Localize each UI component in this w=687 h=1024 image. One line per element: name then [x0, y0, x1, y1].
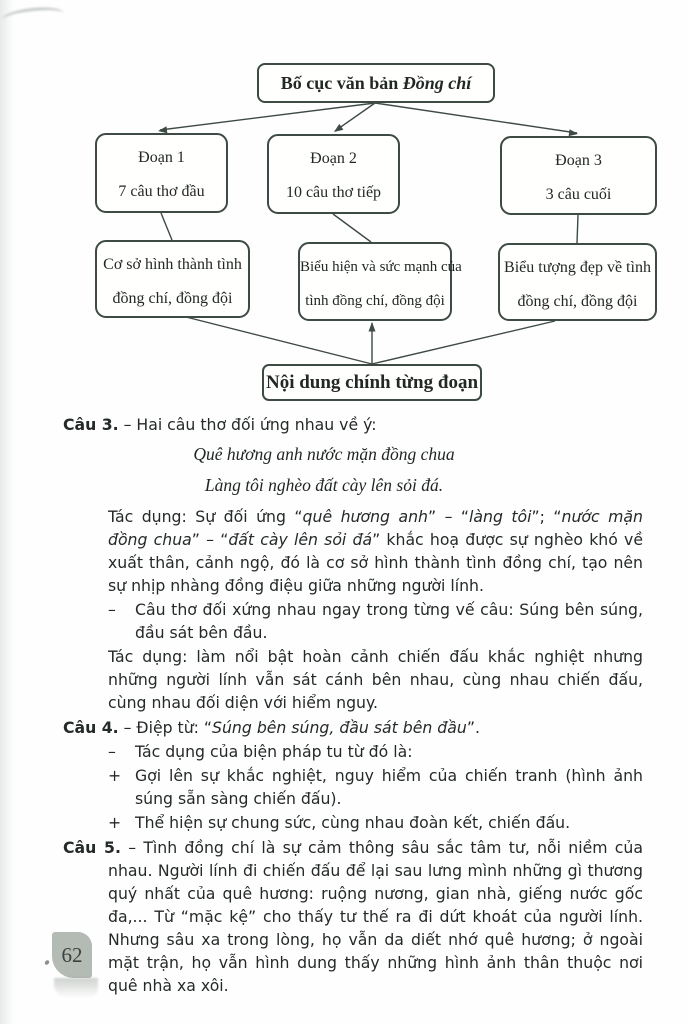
text-segment: làng tôi — [469, 507, 532, 526]
diagram-footer-text: Nội dung chính từng đoạn — [265, 372, 479, 393]
arrowhead-down-mid — [334, 124, 343, 132]
list-item-dash — [63, 740, 643, 763]
box-line: Đoạn 3 — [555, 152, 602, 169]
list-marker: + — [108, 813, 122, 832]
box-line: Biểu hiện và sức mạnh của — [300, 259, 462, 275]
diagram-box-co-so — [95, 240, 250, 318]
paragraph — [63, 505, 643, 597]
box-line: đồng chí, đồng đội — [517, 293, 638, 310]
list-marker: – — [108, 742, 116, 761]
question-paragraph — [63, 413, 643, 436]
text-segment: Thể hiện sự chung sức, cùng nhau đoàn kết, chiến đấu. — [135, 813, 571, 832]
box-line: Đoạn 1 — [138, 149, 185, 166]
box-line: Đoạn 2 — [310, 150, 357, 167]
box-line: đồng chí, đồng đội — [112, 290, 233, 307]
question-paragraph — [63, 716, 643, 739]
text-segment: ”. — [466, 718, 480, 737]
content-blocks — [63, 411, 643, 997]
list-item-dash — [63, 598, 643, 644]
box-line: 7 câu thơ đầu — [118, 183, 205, 200]
diagram-box-bieu-hien — [298, 242, 462, 321]
box-line: Cơ sở hình thành tình — [103, 256, 242, 273]
text-segment: Tác dụng: làm nổi bật hoàn cảnh chiến đấu khắc nghiệt nhưng những người lính vẫn sát cánh bên nhau, cùng nhau chiến đấu, cùng nhau đối diện với hiểm nguy. — [108, 647, 643, 712]
text-segment: Câu 4. — [63, 718, 119, 737]
text-segment: ” khắc hoạ được sự nghèo khó về xuất thân, cảnh ngộ, đó là cơ sở hình thành tình đồng chí, tạo nên sự nhịp nhàng đồng điệu giữa những người lính. — [108, 530, 643, 595]
diagram-title-text: Bố cục văn bản — [280, 73, 403, 93]
text-segment: – Điệp từ: “ — [118, 718, 213, 737]
diagram-footer-box — [262, 364, 482, 401]
list-marker: + — [108, 766, 122, 785]
text-segment: ” – “ — [191, 530, 229, 549]
structure-diagram — [0, 0, 687, 412]
text-segment: Súng bên súng, đầu sát bên đầu — [212, 718, 467, 737]
text-segment: Câu 3. — [63, 415, 119, 434]
diagram-title-work-name: Đồng chí — [402, 73, 472, 93]
list-item-plus — [63, 764, 643, 810]
text-segment: đất cày lên sỏi đá — [228, 530, 373, 549]
box-line: tình đồng chí, đồng đội — [305, 293, 445, 309]
poem-quote — [63, 439, 643, 501]
diagram-box-doan-2 — [267, 134, 400, 214]
poem-line: Làng tôi nghèo đất cày lên sỏi đá. — [204, 475, 444, 495]
diagram-box-doan-3 — [500, 136, 657, 215]
diagram-title-box — [257, 63, 495, 103]
paragraph — [63, 645, 643, 714]
list-marker: – — [108, 600, 116, 619]
text-segment: quê hương anh — [302, 507, 428, 526]
text-segment: – Tình đồng chí là sự cảm thông sâu sắc tâm tư, nỗi niềm của nhau. Người lính đi chiến đấu để lại sau lưng mình những gì thương quý nhất của quê hương: ruộng nương, gian nhà, giếng nước gốc đa,... Từ “mặc kệ” cho thấy tư thế ra đi dứt khoát của người lính. Nhưng sâu xa trong lòng, họ vẫn da diết nhớ quê hương; ở ngoài mặt trận, họ vẫn hình dung thấy những hình ảnh thân thuộc nơi quê nhà xa xôi. — [108, 838, 643, 995]
page-number-tab — [52, 932, 92, 978]
text-segment: nước mặn đồng chua — [108, 507, 643, 549]
text-segment: Câu 5. — [63, 838, 121, 857]
box-line: 10 câu thơ tiếp — [285, 184, 382, 201]
box-line: Biểu tượng đẹp về tình — [504, 259, 651, 276]
page-curl-shadow — [54, 978, 98, 998]
text-segment: ”; “ — [531, 507, 562, 526]
scan-speck — [44, 959, 50, 965]
poem-line: Quê hương anh nước mặn đồng chua — [193, 444, 455, 464]
diagram-box-doan-1 — [95, 133, 228, 213]
page-number: 62 — [61, 942, 83, 967]
text-segment: Gợi lên sự khắc nghiệt, nguy hiểm của chiến tranh (hình ảnh súng sẵn sàng chiến đấu). — [135, 766, 643, 808]
box-line: 3 câu cuối — [545, 186, 612, 203]
diagram-box-bieu-tuong — [498, 243, 657, 321]
text-segment: – Hai câu thơ đối ứng nhau về ý: — [118, 415, 377, 434]
text-segment: ” – “ — [427, 507, 470, 526]
question-paragraph — [63, 836, 643, 997]
text-segment: Tác dụng của biện pháp tu từ đó là: — [135, 742, 413, 761]
list-item-plus — [63, 811, 643, 834]
text-segment: Tác dụng: Sự đối ứng “ — [108, 507, 303, 526]
arrowhead-up-mid — [369, 322, 376, 332]
text-segment: Câu thơ đối xứng nhau ngay trong từng vế câu: Súng bên súng, đầu sát bên đầu. — [135, 600, 643, 642]
